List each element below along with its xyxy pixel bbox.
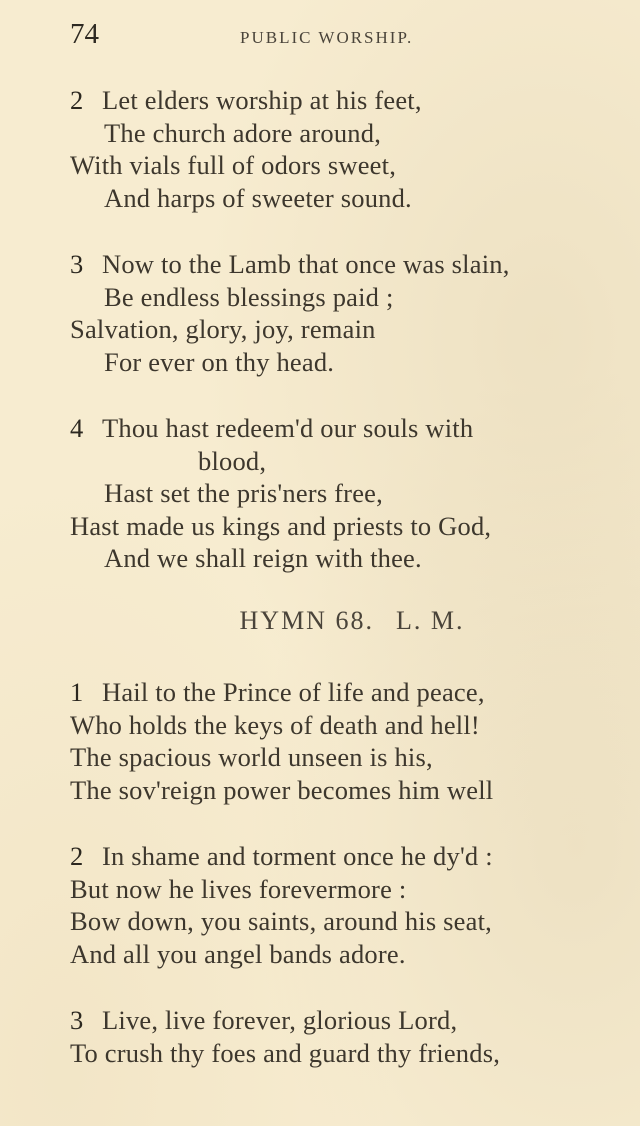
stanza-number: 2 — [70, 841, 84, 871]
verse-line: The sov'reign power becomes him well — [70, 774, 494, 805]
verse-line: Who holds the keys of death and hell! — [70, 709, 480, 740]
hymn-heading — [0, 606, 640, 636]
verse-line: Bow down, you saints, around his seat, — [70, 906, 492, 936]
running-head — [0, 18, 640, 58]
stanza-number: 3 — [70, 1005, 84, 1035]
verse-line: And we shall reign with thee. — [104, 543, 422, 573]
verse-line: Salvation, glory, joy, remain — [70, 314, 376, 344]
verse-line: Be endless blessings paid ; — [104, 281, 394, 312]
stanza-prev-4 — [70, 412, 640, 575]
verse-line: The spacious world unseen is his, — [70, 742, 433, 772]
verse-line: For ever on thy head. — [104, 346, 335, 377]
stanza-number: 2 — [70, 85, 84, 115]
verse-line: With vials full of odors sweet, — [70, 150, 397, 180]
verse-line: The church adore around, — [104, 117, 382, 148]
hymn68-stanza-2 — [70, 840, 640, 970]
hymn-number: HYMN 68. — [239, 606, 374, 635]
hymn68-stanza-3 — [70, 1004, 640, 1069]
hymn-meter: L. M. — [395, 606, 465, 635]
stanza-number: 3 — [70, 249, 84, 279]
verse-line: 2 Let elders worship at his feet, — [70, 85, 422, 115]
verse-line: 3 Now to the Lamb that once was slain, — [70, 249, 510, 279]
section-title: PUBLIC WORSHIP. — [240, 28, 414, 47]
stanza-prev-2 — [70, 84, 640, 214]
verse-line: And all you angel bands adore. — [70, 938, 406, 969]
stanza-number: 1 — [70, 677, 84, 707]
verse-line: But now he lives forevermore : — [70, 873, 407, 904]
verse-line: 2 In shame and torment once he dy'd : — [70, 841, 493, 871]
verse-line: Hast made us kings and priests to God, — [70, 510, 492, 541]
verse-line: And harps of sweeter sound. — [104, 182, 412, 213]
verse-line-continuation: blood, — [198, 445, 267, 476]
hymn68-stanza-1 — [70, 676, 640, 806]
verse-line: 3 Live, live forever, glorious Lord, — [70, 1005, 458, 1035]
verse-line: 4 Thou hast redeem'd our souls with — [70, 413, 474, 443]
page-number: 74 — [70, 18, 99, 50]
verse-line: 1 Hail to the Prince of life and peace, — [70, 677, 485, 707]
verse-line: To crush thy foes and guard thy friends, — [70, 1037, 501, 1068]
stanza-number: 4 — [70, 413, 84, 443]
stanza-prev-3 — [70, 248, 640, 378]
verse-line: Hast set the pris'ners free, — [104, 478, 383, 508]
